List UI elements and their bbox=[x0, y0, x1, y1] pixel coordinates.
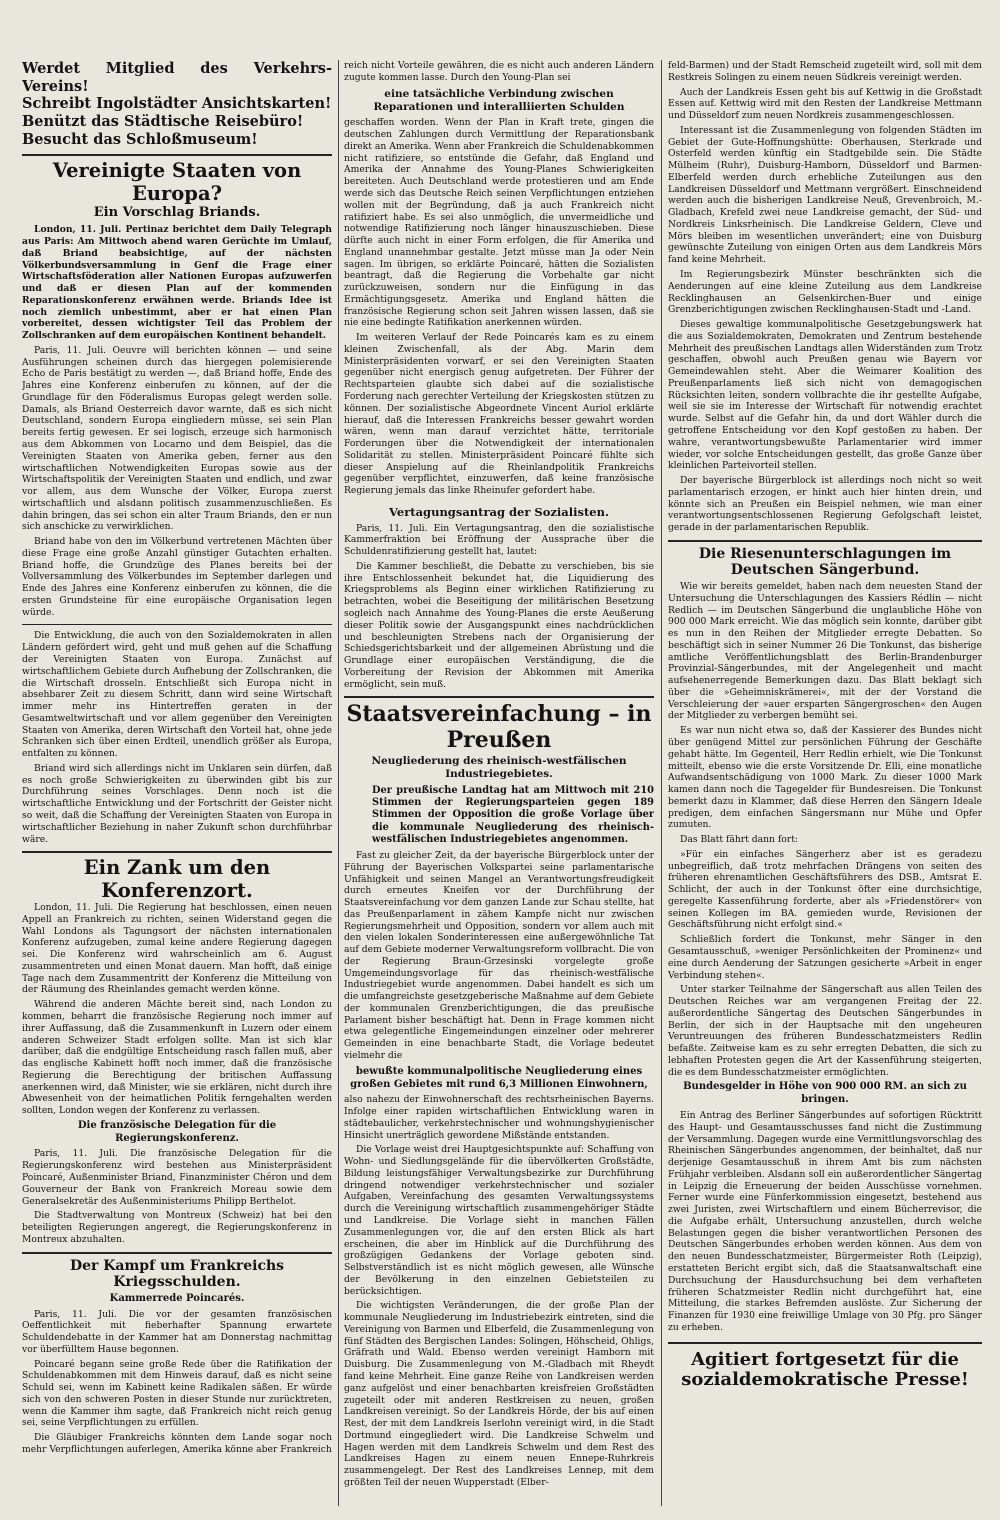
article-subtitle: Kammerrede Poincarés. bbox=[109, 1292, 245, 1304]
paragraph: Die wichtigsten Veränderungen, die der große Plan der kommunale Neugliederung im Industriebezirk eintreten, sind die Vereinigung von Barmen und Elberfeld, die Zusammenlegung von fünf Städten des Bergischen Landes: Solingen, Höhscheid, Ohligs, Gräfrath und Wald. Ebenso werden vereinigt Hamborn mit Duisburg. Die Zusammenlegung von M.-Gladbach mit Rheydt fand keine Mehrheit. Eine ganze Reihe von Landkreisen werden ganz aufgelöst und einer benachbarten kreisfreien Großstädten zugeteilt oder mit anderen Restkreisen zu neuen, großen Landkreisen vereinigt. So der Landkreis Hörde, der bis auf einen Rest, der mit dem Landkreis Iserlohn vereinigt wird, in die Stadt Dortmund eingegliedert wird. Die Landkreise Schwelm und Hagen werden mit dem Landkreis Schwelm und dem Rest des Landkreises Hagen zu einem neuen Ennepe-Ruhrkreis zusammengelegt. Der Rest des Landkreises Lennep, mit dem größten Teil der neuen Wupperstadt (Elber- bbox=[344, 1300, 654, 1488]
article-europa bbox=[22, 160, 332, 845]
paragraph: reich nicht Vorteile gewähren, die es nicht auch anderen Ländern zugute kommen lasse. Durch den Young-Plan sei bbox=[344, 60, 654, 83]
paragraph: feld-Barmen) und der Stadt Remscheid zugeteilt wird, soll mit dem Restkreis Solingen zu einem neuen Südkreis vereinigt werden. bbox=[668, 60, 982, 83]
paragraph: Die Gläubiger Frankreichs könnten dem Lande sogar noch mehr Verpflichtungen auferlegen, Amerika könne aber Frankreich bbox=[22, 1432, 332, 1456]
paragraph: Es war nun nicht etwa so, daß der Kassierer des Bundes nicht über genügend Mittel zur persönlichen Führung der Geschäfte gehabt hätte. Im Gegenteil, Herr Redlin erhielt, wie Die Tonkunst mitteilt, ebenso wie die erste Vorsitzende Dr. Elli, eine monatliche Aufwandsentschädigung von 1000 Mark. Zu dieser 1000 Mark kamen dann noch die Tagegelder für Bundesreisen. Die Tonkunst bemerkt dazu in Klammer, daß diese Herren den Sängern Ideale predigen, dem einfachen Sängersmann nur Mühe und Opfer zumuten. bbox=[668, 725, 982, 831]
section-subtitle: Bundesgelder in Höhe von 900 000 RM. an sich zu bringen. bbox=[683, 1081, 967, 1106]
divider bbox=[22, 624, 332, 625]
column-rule bbox=[338, 60, 339, 1506]
centered-emphasis: eine tatsächliche Verbindung zwischen Reparationen und interalliierten Schulden bbox=[373, 87, 625, 113]
paragraph: Die Stadtverwaltung von Montreux (Schweiz) hat bei den beteiligten Regierungen angeregt, die Regierungskonferenz in Montreux abzuhalten. bbox=[22, 1210, 332, 1245]
article-title: Staatsvereinfachung – in Preußen bbox=[346, 701, 652, 753]
paragraph: Poincaré begann seine große Rede über die Ratifikation der Schuldenabkommen mit dem Hinweis darauf, daß es nicht seine Schuld sei, wenn im Kabinett keine Radikalen säßen. Er würde sich von den schweren Posten in dieser Stunde nur zurücktreten, wenn die Kammer ihm sagte, daß Frankreich nicht reich genug sei, seine Verpflichtungen zu erfüllen. bbox=[22, 1358, 332, 1429]
article-lead: London, 11. Juli. Pertinaz berichtet dem Daily Telegraph aus Paris: Am Mittwoch abend waren Gerüchte im Umlauf, daß Briand beabsichtige, auf der nächsten Völkerbundsversammlung in Genf die Frage einer Wirtschaftsföderation aller Nationen Europas aufzuwerfen und daß er diesen Plan auf der kommenden Reparationskonferenz erwähnen werde. Briands Idee ist noch ziemlich unbestimmt, aber er hat einen Plan vorbereitet, dessen wichtigster Teil das Problem der Zollschranken auf dem europäischen Kontinent behandelt. bbox=[22, 224, 332, 342]
promo-line: Benützt das Städtische Reisebüro! bbox=[22, 113, 304, 131]
promo-line: Werdet Mitglied des Verkehrs-Vereins! bbox=[22, 60, 332, 95]
agitation-banner: Agitiert fortgesetzt für die sozialdemokratische Presse! bbox=[668, 1342, 982, 1391]
paragraph: Paris, 11. Juli. Ein Vertagungsantrag, den die sozialistische Kammerfraktion bei Eröffnung der Aussprache über die Schuldenratifizierung gestellt hat, lautet: bbox=[344, 522, 654, 558]
paragraph: Ein Antrag des Berliner Sängerbundes auf sofortigen Rücktritt des Haupt- und Gesamtausschusses fand nicht die Zustimmung der Versammlung. Dagegen wurde eine Vermittlungsvorschlag des Rheinischen Sängerbundes angenommen, der beinhaltet, daß nur derjenige Gesamtausschuß in ihrem Amt bis zum nächsten Frühjahr verbleiben. Alsdann soll ein außerordentlicher Sängertag in Leipzig die Erneuerung der beiden Ausschüsse vornehmen. Ferner wurde eine Fünferkommission eingesetzt, bestehend aus zwei Juristen, zwei Wirtschaftlern und einem Bücherrevisor, die die Aufgabe erhält, Untersuchung anzustellen, durch welche Belastungen gegen die bisher verantwortlichen Personen des Deutschen Sängerbundes erhoben werden können. Aus dem von den neuen Bundesschatzmeister, Bürgermeister Roth (Leipzig), erstatteten Bericht ergibt sich, daß die Staatsanwaltschaft eine Durchsuchung der Hausdurchsuchung bei dem verhafteten früheren Schatzmeister Redlin nicht durchgeführt hat, eine Mitteilung, die starkes Befremden auslöste. Zur Sicherung der Finanzen für 1930 eine freiwillige Umlage von 30 Pfg. pro Sänger zu erheben. bbox=[668, 1110, 982, 1333]
promo-line: Besucht das Schloßmuseum! bbox=[22, 130, 258, 148]
divider bbox=[344, 696, 654, 698]
paragraph: Der bayerische Bürgerblock ist allerdings noch nicht so weit parlamentarisch erzogen, er hinkt auch hier hinten drein, und könnte sich an Preußen ein Beispiel nehmen, wie man einer verantwortungsentschlossenen Regierung Gefolgschaft leistet, gerade in der parlamentarischen Republik. bbox=[668, 475, 982, 534]
article-lead: Der preußische Landtag hat am Mittwoch mit 210 Stimmen der Regierungsparteien gegen 189 Stimmen der Opposition die große Vorlage über die kommunale Neugliederung des rheinisch-westfälischen Industriegebietes angenommen. bbox=[372, 784, 654, 845]
article-title: Ein Zank um den Konferenzort. bbox=[83, 856, 271, 902]
paragraph: Im weiteren Verlauf der Rede Poincarés kam es zu einem kleinen Zwischenfall, als der Abg. Marin dem Ministerpräsidenten vorwarf, er sei den Vereinigten Staaten gegenüber nicht energisch genug aufgetreten. Der Führer der Rechtsparteien glaubte sich dabei auf die sozialistische Forderung nach gerechter Verteilung der Kriegskosten stützen zu können. Der sozialistische Abgeordnete Vincent Auriol erklärte hierauf, daß die Interessen Frankreichs besser gewahrt worden wären, wenn man darauf verzichtet hätte, territoriale Forderungen über die Notwendigkeit der internationalen Solidarität zu stellen. Ministerpräsident Poincaré fühlte sich dieser Anspielung auf die Rheinlandpolitik Frankreichs gegenüber verpflichtet, einzuwerfen, daß keine französische Regierung jemals das linke Rheinufer gefordert habe. bbox=[344, 332, 654, 497]
paragraph: Während die anderen Mächte bereit sind, nach London zu kommen, beharrt die französische Regierung noch immer auf ihrer Auffassung, daß die Zusammenkunft in Luzern oder einem anderen Schweizer Stadt erfolgen sollte. Man ist sich klar darüber, daß die endgültige Entscheidung rasch fallen muß, aber das englische Kabinett hofft noch immer, daß die französische Regierung die Berechtigung der britischen Auffassung anerkennen wird, daß Minister, wie sie erklären, nicht durch ihre Abwesenheit von der heimatlichen Politik ferngehalten werden sollten, London wegen der Konferenz zu verlassen. bbox=[22, 999, 332, 1117]
article-kampf bbox=[22, 1258, 332, 1456]
promo-line: Schreibt Ingolstädter Ansichtskarten! bbox=[22, 95, 332, 113]
promo-box bbox=[22, 60, 332, 148]
paragraph: also nahezu der Einwohnerschaft des rechtsrheinischen Bayerns. Infolge einer rapiden wirtschaftlichen Entwicklung waren in städtebaulicher, verkehrstechnischer und wohnungshygienischer Hinsicht unerträglich gewordene Mißstände entstanden. bbox=[344, 1094, 654, 1141]
paragraph: Das Blatt fährt dann fort: bbox=[680, 834, 798, 846]
paragraph: Die Vorlage weist drei Hauptgesichtspunkte auf: Schaffung von Wohn- und Siedlungsgelände für die übervölkerten Großstädte, Bildung leistungsfähiger Verwaltungsbezirke zur Durchführung dringend notwendiger verkehrstechnischer und sozialer Aufgaben, Vereinfachung des gesamten Verwaltungssystems durch die Vereinigung wirtschaftlich zusammengehöriger Städte und Landkreise. Die Vorlage sieht in manchen Fällen Zusammenlegungen vor, die auf den ersten Blick als hart erscheinen, die aber im Hinblick auf die Durchführung des großzügigen Gedankens der Vorlage geboten sind. Selbstverständlich ist es nicht möglich gewesen, alle Wünsche der Bevölkerung in den einzelnen Gebietsteilen zu berücksichtigen. bbox=[344, 1144, 654, 1297]
article-zank bbox=[22, 857, 332, 1245]
paragraph: Im Regierungsbezirk Münster beschränkten sich die Aenderungen auf eine kleine Zuteilung aus dem Landkreise Recklinghausen an Gelsenkirchen-Buer und einige Grenzberichtigungen zwischen Recklinghausen-Stadt und -Land. bbox=[668, 269, 982, 316]
article-title: Der Kampf um Frankreichs Kriegsschulden. bbox=[69, 1257, 285, 1290]
paragraph: London, 11. Juli. Die Regierung hat beschlossen, einen neuen Appell an Frankreich zu richten, seinen Widerstand gegen die Wahl Londons als Tagungsort der nächsten internationalen Konferenz aufzugeben, zumal keine andere Regierung dagegen sei. Die Konferenz wird wahrscheinlich am 6. August zusammentreten und einen Monat dauern. Man hofft, daß einige Tage nach dem Zusammentritt der Konferenz die Mitteilung von der Räumung des Rheinlandes gemacht werden könne. bbox=[22, 902, 332, 996]
paragraph: Paris, 11. Juli. Oeuvre will berichten können — und seine Ausführungen scheinen durch das hiergegen polemisierende Echo de Paris bestätigt zu werden —, daß Briand hoffe, Ende des Jahres eine Konferenz einberufen zu können, auf der die Grundlage für den Föderalismus Europas gelegt werden solle. Damals, als Briand Oesterreich davor warnte, daß es sich nicht Deutschland, sondern Europa eingliedern müsse, sei sein Plan bereits fertig gewesen. Er sei logisch, erzeuge sich harmonisch aus dem Abkommen von Locarno und dem Beispiel, das die Vereinigten Staaten von Amerika geben, ferner aus den wirtschaftlichen Notwendigkeiten Europas sowie aus der Wirtschaftspolitik der Vereinigten Staaten und endlich, und zwar vor allem, aus dem Wunsche der Völker, Europa zuerst wirtschaftlich und alsdann politisch zusammenzuschließen. Es dahin bringen, das sei schon ein alter Traum Briands, den er nun sich anschicke zu verwirklichen. bbox=[22, 344, 332, 533]
column-middle bbox=[344, 60, 654, 1506]
centered-emphasis: bewußte kommunalpolitische Neugliederung eines großen Gebietes mit rund 6,3 Millionen Einwohnern, bbox=[350, 1065, 648, 1090]
paragraph: Paris, 11. Juli. Die vor der gesamten französischen Oeffentlichkeit mit fieberhafter Spannung erwartete Schuldendebatte in der Kammer hat am Donnerstag nachmittag vor überfülltem Hause begonnen. bbox=[22, 1308, 332, 1355]
section-subtitle: Die französische Delegation für die Regierungskonferenz. bbox=[77, 1119, 277, 1144]
paragraph: Die Entwicklung, die auch von den Sozialdemokraten in allen Ländern gefördert wird, geht und muß gehen auf die Schaffung der Vereinigten Staaten von Europa. Zunächst auf wirtschaftlichem Gebiete durch Aufhebung der Zollschranken, die die Wirtschaft drosseln. Entschließt sich Europa nicht in absehbarer Zeit zu diesem Schritt, dann wird seine Wirtschaft immer mehr ins Hintertreffen geraten in der Gesamtweltwirtschaft und vor allem gegenüber den Vereinigten Staaten von Amerika, deren Wirtschaft den Vorteil hat, ohne jede Schranken sich über einen Erdteil, unendlich größer als Europa, entfalten zu können. bbox=[22, 630, 332, 760]
column-left bbox=[22, 60, 332, 1506]
article-title: Die Riesenunterschlagungen im Deutschen Sängerbund. bbox=[698, 545, 952, 578]
paragraph: Briand wird sich allerdings nicht im Unklaren sein dürfen, daß es noch große Schwierigkeiten zu überwinden gibt bis zur Durchführung seines Vorschlages. Denn noch ist die wirtschaftliche Entwicklung und der Fortschritt der Geister nicht so weit, daß die Schaffung der Vereinigten Staaten von Europa in wirtschaftlicher Beziehung in naher Zukunft schon durchführbar wäre. bbox=[22, 762, 332, 845]
paragraph: Interessant ist die Zusammenlegung von folgenden Städten im Gebiet der Gute-Hoffnungshütte: Oberhausen, Sterkrade und Osterfeld werden künftig ein Stadtgebilde sein. Die Städte Mülheim (Ruhr), Duisburg-Hamborn, Düsseldorf und Barmen-Elberfeld werden durch erhebliche Zuteilungen aus den Landkreisen Düsseldorf und Mettmann vergrößert. Einschneidend werden auch die bisherigen Landkreise Neuß, Grevenbroich, M.-Gladbach, Krefeld zwei neue Landkreise gemacht, der Süd- und Nordkreis Linksrheinisch. Die Landkreise Geldern, Cleve und Mörs bleiben im wesentlichen unverändert; eine von Duisburg gewünschte Zuteilung von einigen Orten aus dem Landkreis Mörs fand keine Mehrheit. bbox=[668, 124, 982, 266]
paragraph: Paris, 11. Juli. Die französische Delegation für die Regierungskonferenz wird bestehen aus Ministerpräsident Poincaré, Außenminister Briand, Finanzminister Chéron und dem Gouverneur der Bank von Frankreich Moreau sowie dem Generalsekretär des Außenministeriums Philipp Berthelot. bbox=[22, 1148, 332, 1207]
paragraph: »Für ein einfaches Sängerherz aber ist es geradezu unbegreiflich, daß trotz mehrfachen Drängens von seiten des früheren ehrenamtlichen Geschäftsführers des DSB., Amtsrat E. Schlicht, der auch in der Tonkunst öfter eine durchsichtige, geregelte Kassenführung forderte, aber als »Friedenstörer« von seinen Kollegen im BA. gemieden wurde, Revisionen der Geschäftsführung nicht erfolgt sind.« bbox=[668, 848, 982, 931]
divider bbox=[22, 1252, 332, 1254]
article-subtitle: Neugliederung des rheinisch-westfälischen Industriegebietes. bbox=[371, 754, 627, 781]
article-title: Vereinigte Staaten von Europa? bbox=[52, 159, 302, 205]
divider bbox=[22, 851, 332, 853]
divider bbox=[22, 154, 332, 156]
paragraph: Dieses gewaltige kommunalpolitische Gesetzgebungswerk hat die aus Sozialdemokraten, Demokraten und Zentrum bestehende Mehrheit des preußischen Landtags allen Widerständen zum Trotz geschaffen, obwohl auch Preußen genau wie Bayern vor Gemeindewahlen steht. Aber die Weimarer Koalition des Preußenparlaments ließ sich nicht von demagogischen Rücksichten leiten, sondern vollbrachte die ihr gestellte Aufgabe, weil sie sie im Interesse der Wirtschaft für notwendig erachtet wurde. Selbst auf die Gefahr hin, da und dort Wähler durch die getroffene Entscheidung vor den Kopf gestoßen zu haben. Der wahre, verantwortungsbewußte Parlamentarier wird immer wieder, vor solche Entscheidungen gestellt, das große Ganze über kleinlichen Parteivorteil stellen. bbox=[668, 319, 982, 472]
paragraph: Fast zu gleicher Zeit, da der bayerische Bürgerblock unter der Führung der Bayerischen Volkspartei seine parlamentarische Unfähigkeit und seinen Mangel an Verantwortungsfreudigkeit durch erneutes Kneifen vor der Durchführung der Staatsvereinfachung vor dem ganzen Lande zur Schau stellte, hat das Preußenparlament in zähem Kampfe nicht nur zwischen Regierungsmehrheit und Opposition, sondern vor allem auch mit den vielen lokalen Sonderinteressen eine außergewöhnliche Tat auf dem Gebiete moderner Verwaltungsreform vollbracht. Die von der Regierung Braun-Grzesinski vorgelegte große Umgemeindungsvorlage für das rheinisch-westfälische Industriegebiet wurde angenommen. Dabei handelt es sich um die umfangreichste gesetzgeberische Maßnahme auf dem Gebiete der kommunalen Grenzberichtigungen, die das preußische Parlament bisher beschäftigt hat. Denn in Frage kommen nicht etwa gelegentliche Eingemeindungen einzelner oder mehrerer Gemeinden in eine benachbarte Stadt, die Vorlage bedeutet vielmehr die bbox=[344, 849, 654, 1061]
paragraph: Die Kammer beschließt, die Debatte zu verschieben, bis sie ihre Entschlossenheit bekundet hat, die Liquidierung des Kriegsproblems als Beginn einer wirklichen Ratifizierung zu betrachten, wobei die Beseitigung der militärischen Besetzung sogleich nach Annahme des Young-Planes die erste Aeußerung dieser Politik sowie der Ausgangspunkt eines nachdrücklichen und beschleunigten Strebens nach der Organisierung der Schiedsgerichtsbarkeit und der allgemeinen Abrüstung und die Grundlage einer europäischen Verständigung, die die Vorbereitung der Revision der Abkommen mit Amerika ermöglicht, sein muß. bbox=[344, 560, 654, 690]
article-subtitle: Ein Vorschlag Briands. bbox=[93, 205, 261, 221]
paragraph: Auch der Landkreis Essen geht bis auf Kettwig in die Großstadt Essen auf. Kettwig wird mit den Resten der Landkreise Mettmann und Düsseldorf zum neuen Nordkreis zusammengeschlossen. bbox=[668, 86, 982, 122]
section-title: Vertagungsantrag der Sozialisten. bbox=[389, 504, 609, 519]
divider bbox=[668, 540, 982, 542]
paragraph: Wie wir bereits gemeldet, haben nach dem neuesten Stand der Untersuchung die Unterschlagungen des Kassiers Rédlin — nicht Redlich — im Deutschen Sängerbund die unglaubliche Höhe von 900 000 Mark erreicht. Wie das möglich sein konnte, darüber gibt es nun in den Reihen der Mitglieder erregte Debatten. So beschäftigt sich in seiner Nummer 26 Die Tonkunst, das bisherige amtliche Veröffentlichungsblatt des Berlin-Brandenburger Provinzial-Sängerbundes, mit der Angelegenheit und macht aufsehenerregende Bemerkungen dazu. Das Blatt beklagt sich über die »Geheimniskrämerei«, mit der der Vorstand die Verschleierung der »auer ersparten Sängergroschen« den Augen der Mitglieder zu verbergen bemüht sei. bbox=[668, 581, 982, 722]
paragraph: geschaffen worden. Wenn der Plan in Kraft trete, gingen die deutschen Zahlungen durch Vermittlung der Reparationsbank direkt an Amerika. Wenn aber Frankreich die Schuldenabkommen nicht ratifiziere, so entstünde die Gefahr, daß England und Amerika der Annahme des Young-Planes Schwierigkeiten bereiteten. Auch Deutschland werde protestieren und am Ende werde sich das Deutsche Reich seinen Verpflichtungen entziehen wollen mit der Begründung, daß ja auch Frankreich nicht ratifiziert habe. Es sei also unmöglich, die unvermeidliche und notwendige Ratifizierung noch länger hinauszuschieben. Diese dürfte auch nicht in einer Form erfolgen, die für Amerika und England unannehmbar gestalte. Jetzt müsse man Ja oder Nein sagen. Im übrigen, so erklärte Poincaré, hätten die Sozialisten beantragt, daß die Regierung die Vorbehalte gar nicht zurückzuweisen, sondern nur die Einfügung in das Ermächtigungsgesetz. Amerika und England hätten die französische Regierung schon seit Jahren wissen lassen, daß sie nie eine bedingte Ratifikation anerkennen würden. bbox=[344, 117, 654, 329]
paragraph: Schließlich fordert die Tonkunst, mehr Sänger in den Gesamtausschuß, »weniger Persönlichkeiten der Prominenz« und eine durch Aenderung der Satzungen gesicherte »Arbeit in enger Verbindung stehen«. bbox=[668, 934, 982, 981]
column-rule bbox=[661, 60, 662, 1506]
column-right bbox=[668, 60, 982, 1506]
paragraph: Unter starker Teilnahme der Sängerschaft aus allen Teilen des Deutschen Reiches war am vergangenen Freitag der 22. außerordentliche Sängertag des Deutschen Sängerbundes in Berlin, der sich in der Hauptsache mit den ungeheuren Veruntreuungen des früheren Bundesschatzmeisters Redlin befaßte. Zeitweise kam es zu sehr erregten Debatten, die sich zu lebhaften Protesten gegen die Art der Kassenführung steigerten, die es dem Bundesschatzmeister ermöglichten. bbox=[668, 984, 982, 1078]
paragraph: Briand habe von den im Völkerbund vertretenen Mächten über diese Frage eine große Anzahl günstiger Gutachten erhalten. Briand hoffe, die Grundzüge des Planes bereits bei der Vollversammlung des Völkerbundes im September darlegen und Ende des Jahres eine Konferenz einberufen zu können, die die ersten Grundsteine für eine europäische Organisation legen würde. bbox=[22, 536, 332, 618]
